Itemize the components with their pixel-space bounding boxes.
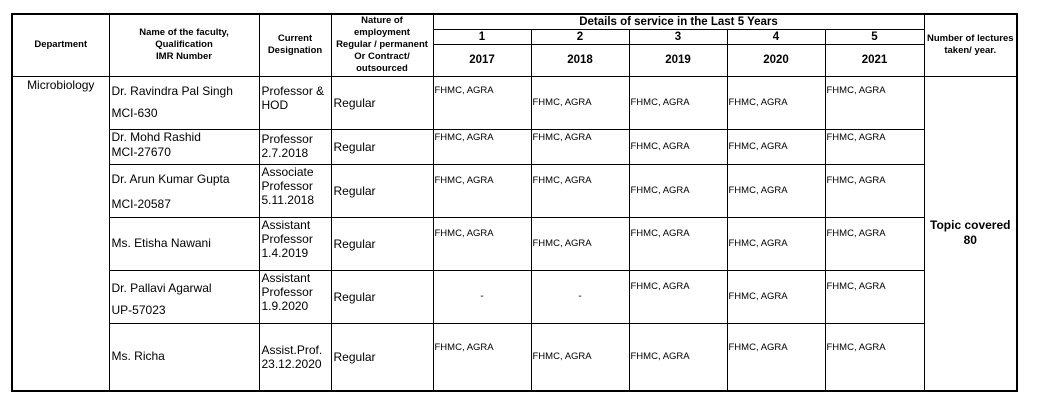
header-col-number: 4 xyxy=(727,29,825,44)
service-cell: FHMC, AGRA xyxy=(727,217,825,270)
employment-cell: Regular xyxy=(331,164,433,217)
service-cell: FHMC, AGRA xyxy=(433,323,531,391)
service-cell: FHMC, AGRA xyxy=(433,76,531,129)
service-cell: FHMC, AGRA xyxy=(629,76,727,129)
faculty-cell xyxy=(109,76,259,129)
faculty-service-table xyxy=(11,13,1018,392)
service-cell: FHMC, AGRA xyxy=(433,164,531,217)
service-cell: FHMC, AGRA xyxy=(629,129,727,164)
header-service: Details of service in the Last 5 Years xyxy=(433,14,924,29)
designation-cell: Assist.Prof. 23.12.2020 xyxy=(259,323,331,391)
header-col-number: 2 xyxy=(531,29,629,44)
service-cell: FHMC, AGRA xyxy=(433,217,531,270)
service-cell: - xyxy=(531,270,629,323)
faculty-cell xyxy=(109,217,259,270)
header-faculty: Name of the faculty, Qualification IMR Number xyxy=(109,14,259,76)
faculty-name: Dr. Ravindra Pal Singh xyxy=(111,83,233,98)
header-col-number: 1 xyxy=(433,29,531,44)
employment-cell: Regular xyxy=(331,270,433,323)
service-cell: FHMC, AGRA xyxy=(629,164,727,217)
service-cell: FHMC, AGRA xyxy=(531,129,629,164)
service-cell: FHMC, AGRA xyxy=(825,129,924,164)
table-row xyxy=(12,76,1017,129)
service-cell: FHMC, AGRA xyxy=(727,323,825,391)
service-cell: FHMC, AGRA xyxy=(825,270,924,323)
employment-cell: Regular xyxy=(331,129,433,164)
employment-cell: Regular xyxy=(331,323,433,391)
service-cell: - xyxy=(433,270,531,323)
service-cell: FHMC, AGRA xyxy=(825,217,924,270)
service-cell: FHMC, AGRA xyxy=(727,129,825,164)
faculty-name: Ms. Etisha Nawani xyxy=(111,236,211,250)
table-row xyxy=(12,217,1017,270)
faculty-name: Dr. Arun Kumar Gupta xyxy=(111,171,230,186)
table-row xyxy=(12,270,1017,323)
service-cell: FHMC, AGRA xyxy=(727,164,825,217)
department-cell: Microbiology xyxy=(12,76,109,391)
faculty-reg: MCI-630 xyxy=(111,105,158,120)
faculty-cell xyxy=(109,270,259,323)
service-cell: FHMC, AGRA xyxy=(629,270,727,323)
header-lectures: Number of lectures taken/ year. xyxy=(924,14,1017,76)
faculty-cell xyxy=(109,164,259,217)
faculty-name: Dr. Pallavi Agarwal xyxy=(111,280,212,295)
faculty-cell xyxy=(109,129,259,164)
header-col-number: 3 xyxy=(629,29,727,44)
service-cell: FHMC, AGRA xyxy=(825,76,924,129)
service-cell: FHMC, AGRA xyxy=(531,217,629,270)
header-col-number: 5 xyxy=(825,29,924,44)
header-designation: Current Designation xyxy=(259,14,331,76)
employment-cell: Regular xyxy=(331,217,433,270)
service-cell: FHMC, AGRA xyxy=(629,217,727,270)
service-cell: FHMC, AGRA xyxy=(433,129,531,164)
header-employment: Nature of employment Regular / permanent Or Contract/ outsourced xyxy=(331,14,433,76)
table-row xyxy=(12,323,1017,391)
faculty-table-container xyxy=(11,13,1018,392)
lectures-cell: Topic covered 80 xyxy=(924,76,1017,391)
faculty-reg: MCI-20587 xyxy=(111,196,171,211)
service-cell: FHMC, AGRA xyxy=(825,164,924,217)
header-year: 2019 xyxy=(629,44,727,76)
faculty-name: Ms. Richa xyxy=(111,349,165,364)
faculty-name: Dr. Mohd Rashid xyxy=(111,129,201,144)
service-cell: FHMC, AGRA xyxy=(531,164,629,217)
service-cell: FHMC, AGRA xyxy=(727,270,825,323)
designation-cell: Assistant Professor 1.9.2020 xyxy=(259,270,331,323)
service-cell: FHMC, AGRA xyxy=(531,323,629,391)
faculty-reg: UP-57023 xyxy=(111,302,166,317)
header-year: 2020 xyxy=(727,44,825,76)
faculty-reg: MCI-27670 xyxy=(111,144,171,159)
header-year: 2017 xyxy=(433,44,531,76)
service-cell: FHMC, AGRA xyxy=(825,323,924,391)
service-cell: FHMC, AGRA xyxy=(531,76,629,129)
service-cell: FHMC, AGRA xyxy=(727,76,825,129)
table-row xyxy=(12,129,1017,164)
header-year: 2018 xyxy=(531,44,629,76)
designation-cell: Professor & HOD xyxy=(259,76,331,129)
service-cell: FHMC, AGRA xyxy=(629,323,727,391)
header-department: Department xyxy=(12,14,109,76)
employment-cell: Regular xyxy=(331,76,433,129)
table-row xyxy=(12,164,1017,217)
designation-cell: Professor 2.7.2018 xyxy=(259,129,331,164)
designation-cell: Associate Professor 5.11.2018 xyxy=(259,164,331,217)
faculty-cell xyxy=(109,323,259,391)
header-year: 2021 xyxy=(825,44,924,76)
designation-cell: Assistant Professor 1.4.2019 xyxy=(259,217,331,270)
